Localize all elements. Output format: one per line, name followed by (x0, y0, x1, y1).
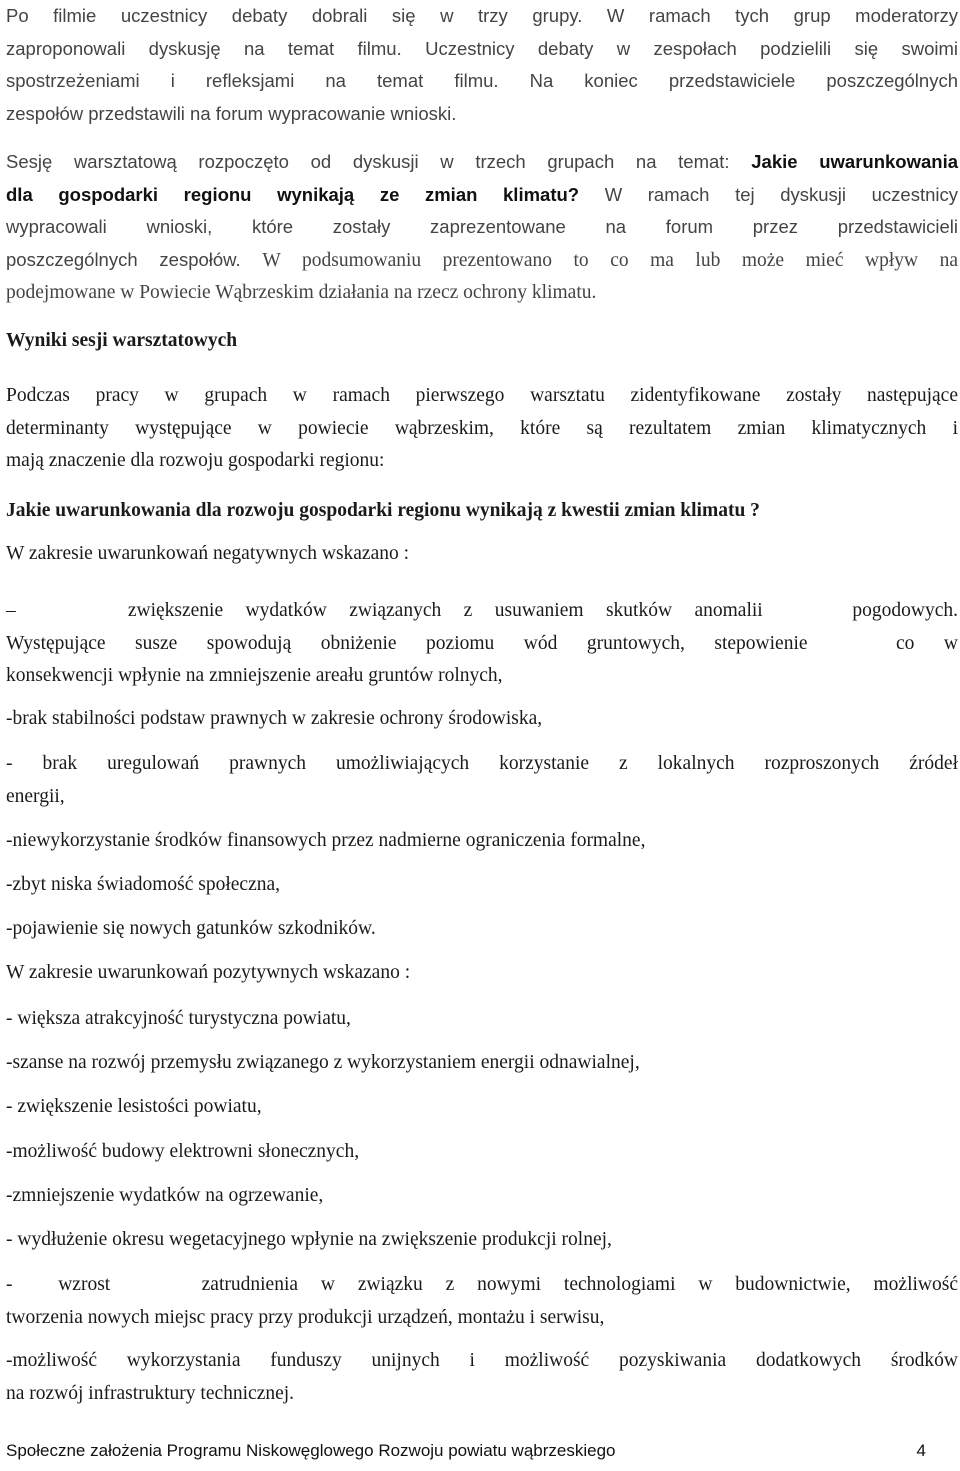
positive-item: - wydłużenie okresu wegetacyjnego wpłynie na zwiększenie produkcji rolnej, (6, 1229, 612, 1250)
workshop-line (6, 146, 958, 179)
footer-title: Społeczne założenia Programu Niskowęglowego Rozwoju powiatu wąbrzeskiego (6, 1441, 616, 1460)
positive-item (6, 1269, 958, 1334)
intro-line: zaproponowali dyskusję na temat filmu. Uczestnicy debaty w zespołach podzielili się swoimi (6, 37, 958, 59)
negative-item: -zbyt niska świadomość społeczna, (6, 874, 281, 895)
workshop-topic-bold: dla gospodarki regionu wynikają ze zmian klimatu? (6, 183, 580, 205)
positive-item: -możliwość budowy elektrowni słonecznych, (6, 1141, 360, 1162)
negative-item: -brak stabilności podstaw prawnych w zakresie ochrony środowiska, (6, 708, 543, 729)
results-line: determinanty występujące w powiecie wąbrzeskim, które są rezultatem zmian klimatycznych i (6, 417, 958, 439)
question-heading: Jakie uwarunkowania dla rozwoju gospodarki regionu wynikają z kwestii zmian klimatu ? (6, 500, 760, 521)
workshop-paragraph (6, 146, 958, 310)
positive-item-line: na rozwój infrastruktury technicznej. (6, 1382, 295, 1404)
workshop-line: wypracowali wnioski, które zostały zaprezentowane na forum przez przedstawicieli (6, 216, 958, 237)
results-line: mają znaczenie dla rozwoju gospodarki regionu: (6, 450, 385, 471)
workshop-text: poszczególnych zespołów. (6, 248, 263, 270)
negative-item-line: Występujące susze spowodują obniżenie poziomu wód gruntowych, stepowienie co w (6, 632, 958, 654)
intro-paragraph (6, 0, 958, 130)
negative-item-line: – zwiększenie wydatków związanych z usuwaniem skutków anomalii pogodowych. (6, 600, 958, 621)
negative-item-continuation: energii, (6, 786, 65, 807)
positive-item: - zwiększenie lesistości powiatu, (6, 1096, 262, 1117)
positive-item (6, 1345, 958, 1410)
negative-intro: W zakresie uwarunkowań negatywnych wskazano : (6, 543, 410, 564)
workshop-line: podejmowane w Powiecie Wąbrzeskim działania na rzecz ochrony klimatu. (6, 282, 597, 303)
workshop-line (6, 179, 958, 212)
positive-item-line: tworzenia nowych miejsc pracy przy produkcji urządzeń, montażu i serwisu, (6, 1306, 605, 1328)
positive-item: -szanse na rozwój przemysłu związanego z wykorzystaniem energii odnawialnej, (6, 1052, 640, 1073)
results-line: Podczas pracy w grupach w ramach pierwszego warsztatu zidentyfikowane zostały następujące (6, 385, 958, 406)
negative-item: -pojawienie się nowych gatunków szkodników. (6, 918, 376, 939)
positive-item: - większa atrakcyjność turystyczna powiatu, (6, 1008, 351, 1029)
positive-intro: W zakresie uwarunkowań pozytywnych wskazano : (6, 962, 411, 983)
positive-item: -zmniejszenie wydatków na ogrzewanie, (6, 1185, 324, 1206)
page-footer (6, 1441, 926, 1461)
intro-line: zespołów przedstawili na forum wypracowanie wnioski. (6, 102, 457, 124)
negative-item: - brak uregulowań prawnych umożliwiających korzystanie z lokalnych rozproszonych źródeł (6, 753, 958, 774)
negative-item: -niewykorzystanie środków finansowych przez nadmierne ograniczenia formalne, (6, 830, 646, 851)
negative-item (6, 595, 958, 693)
workshop-intro-text: Sesję warsztatową rozpoczęto od dyskusji w trzech grupach na temat: (6, 151, 752, 172)
intro-line: Po filmie uczestnicy debaty dobrali się w trzy grupy. W ramach tych grup moderatorzy (6, 5, 958, 26)
intro-line: spostrzeżeniami i refleksjami na temat filmu. Na koniec przedstawiciele poszczególnych (6, 70, 958, 91)
workshop-line (6, 244, 958, 278)
positive-item-line: -możliwość wykorzystania funduszy unijnych i możliwość pozyskiwania dodatkowych środków (6, 1350, 958, 1371)
section-heading: Wyniki sesji warsztatowych (6, 330, 238, 351)
page-number: 4 (916, 1441, 926, 1460)
negative-item-line: konsekwencji wpłynie na zmniejszenie areału gruntów rolnych, (6, 665, 503, 686)
positive-item-line: - wzrost zatrudnienia w związku z nowymi technologiami w budownictwie, możliwość (6, 1274, 958, 1295)
workshop-text: W podsumowaniu prezentowano to co ma lub może mieć wpływ na (262, 249, 958, 271)
workshop-text: W ramach tej dyskusji uczestnicy (579, 183, 958, 205)
workshop-topic-bold: Jakie uwarunkowania (751, 151, 958, 172)
results-paragraph (6, 380, 958, 478)
